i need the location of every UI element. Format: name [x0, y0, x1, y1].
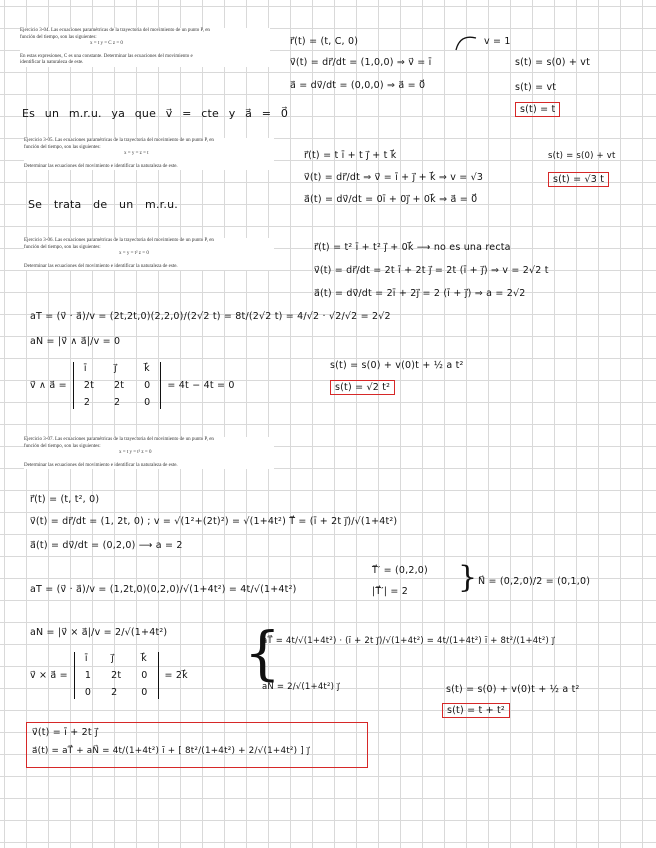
statement-line: Ejercicio 3-04. Las ecuaciones paramétricas de la trayectoria del movimiento de un punto P, en: [20, 28, 210, 33]
matrix-cell: ī: [84, 653, 88, 664]
matrix-row: [73, 375, 161, 396]
ex4-tangential-acc: aT = (v⃗ · a⃗)/v = (1,2t,0)(0,2,0)/√(1+4t²) = 4t/√(1+4t²): [30, 584, 297, 595]
statement-line: Determinar las ecuaciones del movimiento e identificar la naturaleza de este.: [24, 163, 178, 169]
statement-line: Ejercicio 3-06. Las ecuaciones paramétricas de la trayectoria del movimiento de un punto P, en: [24, 238, 214, 243]
ex4-normal: N⃗ = (0,2,0)/2 = (0,1,0): [478, 576, 591, 587]
ex1-s-result: s(t) = t: [515, 102, 560, 117]
ex2-s-result: s(t) = √3 t: [548, 172, 609, 187]
ex4-position: r⃗(t) = (t, t², 0): [30, 494, 100, 505]
ex1-position: r⃗(t) = (t, C, 0): [290, 36, 359, 47]
cross-result: = 4t − 4t = 0: [167, 380, 235, 391]
matrix-cell: j⃗: [111, 653, 114, 664]
matrix-cell: 2: [114, 397, 121, 408]
ex2-conclusion: Se trata de un m.r.u.: [28, 198, 178, 211]
statement-line: Ejercicio 3-05. Las ecuaciones paramétricas de la trayectoria del movimiento de un punto P, en: [24, 138, 214, 143]
ex1-velocity: v⃗(t) = dr⃗/dt = (1,0,0) ⇒ v⃗ = ī: [290, 57, 432, 68]
cross-label: v⃗ × a⃗ =: [30, 670, 68, 681]
ex4-s-general: s(t) = s(0) + v(0)t + ½ a t²: [446, 684, 580, 695]
ex4-at-vector: aT⃗ = 4t/√(1+4t²) · (ī + 2t j⃗)/√(1+4t²) = 4t/(1+4t²) ī + 8t²/(1+4t²) j⃗: [262, 636, 555, 646]
statement-line: Determinar las ecuaciones del movimiento e identificar la naturaleza de este.: [24, 462, 178, 468]
ex3-normal-acc: aN = |v⃗ ∧ a⃗|/v = 0: [30, 336, 121, 347]
ex4-s-result: s(t) = t + t²: [442, 703, 510, 718]
statement-line: identificar la naturaleza de este.: [20, 60, 84, 66]
ex1-v-note: v = 1: [484, 36, 511, 47]
ex2-acceleration: a⃗(t) = dv⃗/dt = 0ī + 0j⃗ + 0k⃗ ⇒ a⃗ = 0⃗: [304, 194, 478, 205]
ex2-position: r⃗(t) = t ī + t j⃗ + t k⃗: [304, 150, 397, 161]
ex4-normal-acc: aN = |v⃗ × a⃗|/v = 2/√(1+4t²): [30, 627, 168, 638]
statement-line: x = y = t² z = 0: [119, 251, 149, 257]
statement-line: x = t y = t² z = 0: [119, 450, 152, 456]
statement-line: función del tiempo, son las siguientes:: [24, 144, 101, 150]
matrix-cell: 2t: [111, 670, 122, 681]
matrix-cell: 0: [144, 380, 151, 391]
ex3-acceleration: a⃗(t) = dv⃗/dt = 2ī + 2j⃗ = 2 (ī + j⃗) ⇒ a = 2√2: [314, 288, 526, 299]
matrix-cell: ī: [83, 363, 87, 374]
matrix-cell: 0: [141, 670, 148, 681]
ex1-statement: [20, 28, 270, 67]
matrix-cell: 0: [84, 687, 92, 698]
ex3-tangential-acc: aT = (v⃗ · a⃗)/v = (2t,2t,0)(2,2,0)/(2√2 t) = 8t/(2√2 t) = 4/√2 · √2/√2 = 2√2: [30, 311, 391, 322]
ex4-final-velocity: v⃗(t) = ī + 2t j⃗: [32, 727, 98, 738]
ex4-tprime-mag: |T⃗′| = 2: [372, 586, 409, 597]
statement-line: En estas expresiones, C es una constante. Determinar las ecuaciones del movimiento e: [20, 53, 193, 59]
ex2-statement: [24, 138, 274, 170]
ex3-position: r⃗(t) = t² ī + t² j⃗ + 0k⃗ ⟶ no es una recta: [314, 242, 511, 253]
ex4-an-vector: aN⃗ = 2/√(1+4t²) j⃗: [262, 682, 340, 692]
arc-arrow-icon: [452, 32, 482, 52]
matrix-cell: 2t: [114, 380, 125, 391]
ex2-s-general: s(t) = s(0) + vt: [548, 151, 616, 161]
matrix-cell: 2t: [83, 380, 94, 391]
matrix-row: [73, 396, 161, 409]
ex1-s-vt: s(t) = vt: [515, 82, 557, 93]
matrix-cell: 2: [83, 397, 91, 408]
statement-line: función del tiempo, son las siguientes:: [20, 34, 97, 40]
ex3-s-general: s(t) = s(0) + v(0)t + ½ a t²: [330, 360, 464, 371]
cross-label: v⃗ ∧ a⃗ =: [30, 380, 67, 391]
statement-line: x = y = z = t: [124, 151, 149, 157]
ex4-final-acceleration: a⃗(t) = aT⃗ + aN⃗ = 4t/(1+4t²) ī + [ 8t²/(1+4t²) + 2/√(1+4t²) ] j⃗: [32, 746, 310, 756]
brace-icon: }: [458, 560, 478, 595]
ex2-velocity: v⃗(t) = dr⃗/dt ⇒ v⃗ = ī + j⃗ + k⃗ ⇒ v = √3: [304, 172, 484, 183]
matrix-cell: j⃗: [114, 363, 117, 374]
ex4-tprime: T⃗′ = (0,2,0): [372, 565, 428, 576]
matrix-cell: k⃗: [141, 653, 147, 664]
ex3-statement: [24, 238, 274, 270]
ex4-acceleration: a⃗(t) = dv⃗/dt = (0,2,0) ⟶ a = 2: [30, 540, 183, 551]
statement-line: Ejercicio 3-07. Las ecuaciones paramétricas de la trayectoria del movimiento de un punto P, en: [24, 437, 214, 442]
system-brace-icon: {: [244, 619, 282, 687]
statement-line: x = t y = C z = 0: [90, 41, 123, 47]
matrix-row: [74, 652, 158, 665]
ex4-cross-product: [30, 652, 188, 699]
ex3-s-result: s(t) = √2 t²: [330, 380, 395, 395]
matrix-row: [74, 686, 158, 699]
ex4-statement: [24, 437, 274, 469]
ex3-velocity: v⃗(t) = dr⃗/dt = 2t ī + 2t j⃗ = 2t (ī + j⃗) ⇒ v = 2√2 t: [314, 265, 549, 276]
ex1-conclusion: Es un m.r.u. ya que v⃗ = cte y a⃗ = 0⃗: [22, 107, 289, 120]
matrix-cell: 2: [111, 687, 118, 698]
matrix-cell: 0: [141, 687, 148, 698]
ex3-cross-product: [30, 362, 235, 409]
ex1-s-general: s(t) = s(0) + vt: [515, 57, 591, 68]
matrix-row: [73, 362, 161, 375]
statement-line: función del tiempo, son las siguientes:: [24, 443, 101, 449]
ex1-acceleration: a⃗ = dv⃗/dt = (0,0,0) ⇒ a⃗ = 0⃗: [290, 80, 426, 91]
matrix-cell: 1: [84, 670, 92, 681]
determinant-matrix: [73, 362, 162, 409]
cross-result: = 2k⃗: [164, 670, 188, 681]
determinant-matrix: [74, 652, 159, 699]
statement-line: función del tiempo, son las siguientes:: [24, 244, 101, 250]
matrix-cell: 0: [144, 397, 151, 408]
matrix-cell: k⃗: [144, 363, 150, 374]
ex4-velocity: v⃗(t) = dr⃗/dt = (1, 2t, 0) ; v = √(1²+(2t)²) = √(1+4t²) T⃗ = (ī + 2t j⃗)/√(1+4t²): [30, 516, 398, 527]
matrix-row: [74, 665, 158, 686]
statement-line: Determinar las ecuaciones del movimiento e identificar la naturaleza de este.: [24, 263, 178, 269]
